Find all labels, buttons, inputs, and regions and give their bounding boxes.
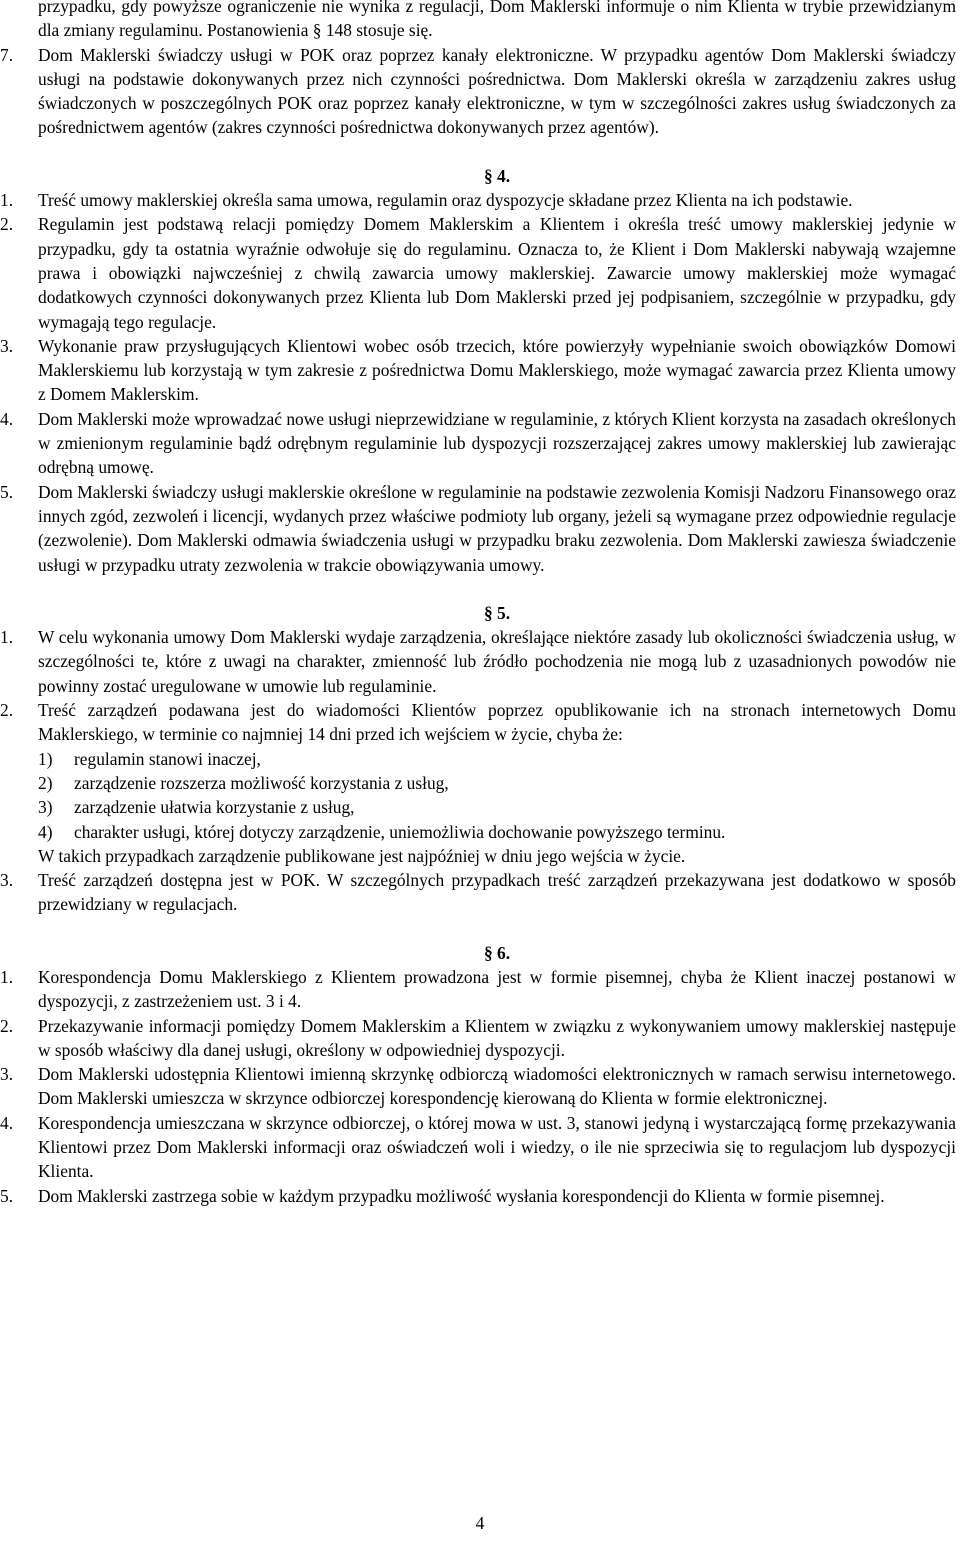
item-text: Dom Maklerski świadczy usługi w POK oraz poprzez kanały elektroniczne. W przypadku agentów Dom Maklerski świadczy usługi na podstawie dokonywanych przez nich czynności pośrednictwa. Dom Maklerski określa w zarządzeniu zakres usług świadczonych w poszczególnych POK oraz poprzez kanały elektroniczne, w tym w szczególności zakres usług świadczonych za pośrednictwem agentów (zakres czynności pośrednictwa dokonywanych przez agentów). xyxy=(38,44,956,138)
sub-item-number: 4) xyxy=(38,821,53,842)
sub-item xyxy=(38,771,956,795)
list-item xyxy=(0,334,956,407)
list-item xyxy=(0,188,956,212)
list-item xyxy=(0,965,956,1014)
sub-item xyxy=(38,820,956,844)
sub-item xyxy=(38,747,956,771)
continued-paragraph xyxy=(38,0,956,43)
item-text: Dom Maklerski udostępnia Klientowi imienną skrzynkę odbiorczą wiadomości elektronicznych w ramach serwisu internetowego. Dom Maklerski umieszcza w skrzynce odbiorczej korespondencję kierowaną do Klienta w formie elektronicznej. xyxy=(38,1064,956,1109)
sub-item-text: regulamin stanowi inaczej, xyxy=(74,748,261,769)
list-item xyxy=(0,43,956,140)
item-number: 3. xyxy=(0,335,14,356)
sub-item-text: charakter usługi, której dotyczy zarządzenie, uniemożliwia dochowanie powyższego terminu. xyxy=(74,821,726,842)
list-item xyxy=(0,868,956,917)
list-item xyxy=(0,1062,956,1111)
item-number: 5. xyxy=(0,481,14,502)
item-text: Treść umowy maklerskiej określa sama umowa, regulamin oraz dyspozycje składane przez Klienta na ich podstawie. xyxy=(38,190,853,211)
item-number: 3. xyxy=(0,870,14,891)
item-number: 2. xyxy=(0,700,14,721)
list-item xyxy=(0,212,956,333)
item-number: 7. xyxy=(0,44,14,65)
list-item xyxy=(0,480,956,577)
page-number: 4 xyxy=(475,1513,485,1533)
sub-item-text: zarządzenie rozszerza możliwość korzystania z usług, xyxy=(74,772,449,793)
item-text: W celu wykonania umowy Dom Maklerski wydaje zarządzenia, określające niektóre zasady lub okoliczności świadczenia usług, w szczególności te, które z uwagi na charakter, zmienność lub źródło pochodzenia nie mogą lub z uzasadnionych powodów nie powinny zostać uregulowane w umowie lub regulaminie. xyxy=(38,627,956,696)
list-item xyxy=(0,407,956,480)
sub-item-number: 2) xyxy=(38,772,53,793)
item-text: Treść zarządzeń dostępna jest w POK. W szczególnych przypadkach treść zarządzeń przekazywana jest dodatkowo w sposób przewidziany w regulacjach. xyxy=(38,870,956,915)
list-item xyxy=(0,1184,956,1208)
section-heading: § 6. xyxy=(483,942,511,963)
list-item xyxy=(0,1014,956,1063)
section-heading: § 5. xyxy=(483,602,511,623)
paragraph-text: przypadku, gdy powyższe ograniczenie nie wynika z regulacji, Dom Maklerski informuje o nim Klienta w trybie przewidzianym dla zmiany regulaminu. Postanowienia § 148 stosuje się. xyxy=(38,0,956,41)
item-text: Regulamin jest podstawą relacji pomiędzy Domem Maklerskim a Klientem i określa treść umowy maklerskiej jedynie w przypadku, gdy ta ostatnia wyraźnie odwołuje się do regulaminu. Oznacza to, że Klient i Dom Maklerski nabywają wzajemne prawa i obowiązki najwcześniej z chwilą zawarcia umowy maklerskiej. Zawarcie umowy maklerskiej może wymagać dodatkowych czynności dokonywanych przez Klienta lub Dom Maklerski przed jej podpisaniem, szczególnie w przypadku, gdy wymagają tego regulacje. xyxy=(38,214,956,332)
item-closing-text: W takich przypadkach zarządzenie publikowane jest najpóźniej w dniu jego wejścia w życie. xyxy=(38,845,686,866)
section-heading: § 4. xyxy=(483,165,511,186)
item-text: Dom Maklerski zastrzega sobie w każdym przypadku możliwość wysłania korespondencji do Klienta w formie pisemnej. xyxy=(38,1185,885,1206)
item-text: Dom Maklerski może wprowadzać nowe usługi nieprzewidziane w regulaminie, z których Klient korzysta na zasadach określonych w zmienionym regulaminie bądź odrębnym regulaminie lub dyspozycji rozszerzającej zakres umowy maklerskiej lub zawierając odrębną umowę. xyxy=(38,408,956,478)
sub-item-number: 3) xyxy=(38,797,53,818)
item-text: Korespondencja umieszczana w skrzynce odbiorczej, o której mowa w ust. 3, stanowi jedyną i wystarczającą formę przekazywania Klientowi przez Dom Maklerski informacji oraz oświadczeń woli i wiedzy, o ile nie sprzeciwia się to regulacjom lub dyspozycji Klienta. xyxy=(38,1112,956,1182)
item-text: Korespondencja Domu Maklerskiego z Klientem prowadzona jest w formie pisemnej, chyba że Klient inaczej postanowi w dyspozycji, z zastrzeżeniem ust. 3 i 4. xyxy=(38,966,956,1012)
item-number: 4. xyxy=(0,408,14,429)
list-item xyxy=(0,698,956,868)
sub-item-number: 1) xyxy=(38,748,53,769)
item-number: 3. xyxy=(0,1064,14,1085)
item-text: Dom Maklerski świadczy usługi maklerskie określone w regulaminie na podstawie zezwolenia Komisji Nadzoru Finansowego oraz innych zgód, zezwoleń i licencji, wydanych przez właściwe podmioty lub organy, jeżeli są wymagane przez odpowiednie regulacje (zezwolenie). Dom Maklerski odmawia świadczenia usługi w przypadku braku zezwolenia. Dom Maklerski zawiesza świadczenie usługi w przypadku utraty zezwolenia w trakcie obowiązywania umowy. xyxy=(38,481,956,575)
item-number: 2. xyxy=(0,214,14,235)
list-item xyxy=(0,1111,956,1184)
item-text: Przekazywanie informacji pomiędzy Domem Maklerskim a Klientem w związku z wykonywaniem umowy maklerskiej następuje w sposób właściwy dla danej usługi, określony w odpowiedniej dyspozycji. xyxy=(38,1015,956,1060)
item-number: 4. xyxy=(0,1112,14,1133)
item-number: 1. xyxy=(0,627,14,648)
item-number: 1. xyxy=(0,966,14,987)
item-text: Treść zarządzeń podawana jest do wiadomości Klientów poprzez opublikowanie ich na stronach internetowych Domu Maklerskiego, w terminie co najmniej 14 dni przed ich wejściem w życie, chyba że: xyxy=(38,700,956,745)
list-item xyxy=(0,625,956,698)
item-text: Wykonanie praw przysługujących Klientowi wobec osób trzecich, które powierzyły wypełnianie swoich obowiązków Domowi Maklerskiemu lub korzystają w tym zakresie z pośrednictwa Domu Maklerskiego, może wymagać zawarcia przez Klienta umowy z Domem Maklerskim. xyxy=(38,335,956,405)
sub-item-text: zarządzenie ułatwia korzystanie z usług, xyxy=(74,797,355,818)
item-number: 1. xyxy=(0,190,14,211)
sub-item xyxy=(38,795,956,819)
item-number: 2. xyxy=(0,1015,14,1036)
item-number: 5. xyxy=(0,1185,14,1206)
